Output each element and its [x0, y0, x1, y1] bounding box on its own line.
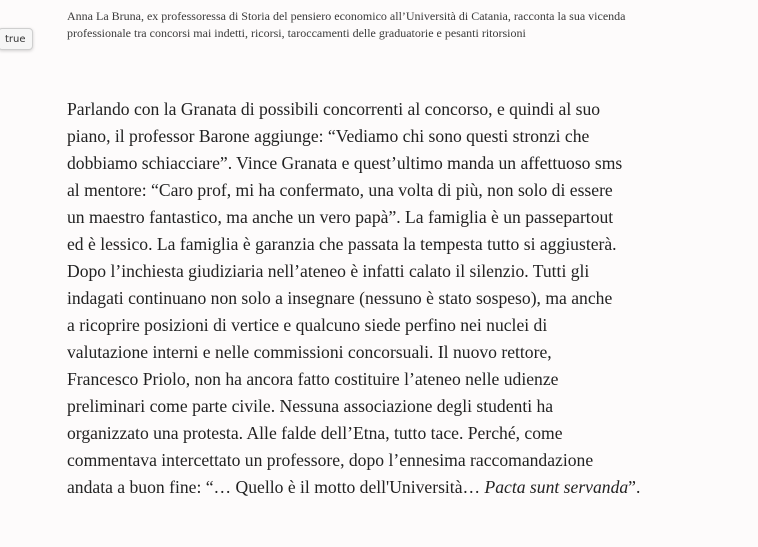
article-line: organizzato una protesta. Alle falde dell’Etna, tutto tace. Perché, come: [67, 423, 563, 443]
article-line: Dopo l’inchiesta giudiziaria nell’ateneo è infatti calato il silenzio. Tutti gli: [67, 261, 590, 281]
article-line: piano, il professor Barone aggiunge: “Vediamo chi sono questi stronzi che: [67, 126, 590, 146]
article-line: valutazione interni e nelle commissioni concorsuali. Il nuovo rettore,: [67, 342, 552, 362]
article-line: a ricoprire posizioni di vertice e qualcuno siede perfino nei nuclei di: [67, 315, 548, 335]
article-line: ed è lessico. La famiglia è garanzia che passata la tempesta tutto si aggiusterà.: [67, 234, 617, 254]
tooltip-text: true: [5, 33, 26, 45]
tooltip-chip: [0, 28, 33, 50]
article-line: Parlando con la Granata di possibili concorrenti al concorso, e quindi al suo: [67, 99, 601, 119]
article-paragraph: [67, 96, 677, 501]
last-line-text: andata a buon fine: “… Quello è il motto dell'Università…: [67, 477, 485, 497]
article-line: al mentore: “Caro prof, mi ha confermato, una volta di più, non solo di essere: [67, 180, 613, 200]
caption-line-1: Anna La Bruna, ex professoressa di Storia del pensiero economico all’Università di Catania, racconta la sua vicenda: [67, 9, 626, 23]
article-line-last: [67, 474, 677, 501]
latin-motto: Pacta sunt servanda: [484, 477, 629, 497]
article-line: Francesco Priolo, non ha ancora fatto costituire l’ateneo nelle udienze: [67, 369, 559, 389]
image-caption: [67, 8, 677, 42]
closing-quote: ”.: [628, 477, 641, 497]
article-line: un maestro fantastico, ma anche un vero papà”. La famiglia è un passepartout: [67, 207, 614, 227]
article-line: indagati continuano non solo a insegnare (nessuno è stato sospeso), ma anche: [67, 288, 613, 308]
article-line: dobbiamo schiacciare”. Vince Granata e quest’ultimo manda un affettuoso sms: [67, 153, 623, 173]
caption-line-2: professionale tra concorsi mai indetti, ricorsi, taroccamenti delle graduatorie e pesanti ritorsioni: [67, 26, 526, 40]
article-line: preliminari come parte civile. Nessuna associazione degli studenti ha: [67, 396, 554, 416]
article-line: commentava intercettato un professore, dopo l’ennesima raccomandazione: [67, 450, 594, 470]
